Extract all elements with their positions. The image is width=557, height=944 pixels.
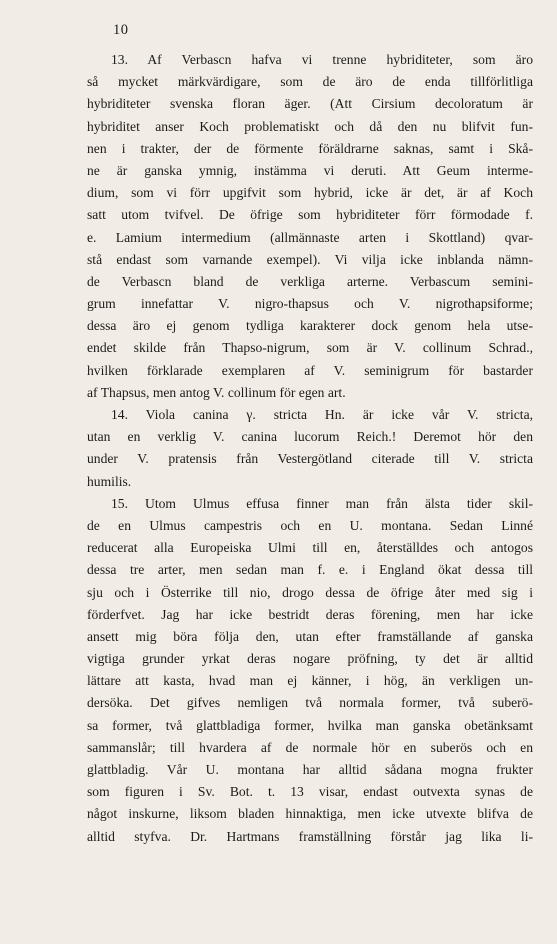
- text-line: dessa äro ej genom tydliga karakterer dock genom hela utse-: [87, 318, 533, 334]
- text-line: utan en verklig V. canina lucorum Reich.! Deremot hör den: [87, 429, 533, 445]
- text-line: som figuren i Sv. Bot. t. 13 visar, endast outvexta synas de: [87, 784, 533, 800]
- text-line: af Thapsus, men antog V. collinum för egen art.: [87, 384, 346, 400]
- text-line: så mycket märkvärdigare, som de äro de enda tillförlitliga: [87, 74, 533, 90]
- text-line: hvilken förklarade exemplaren af V. seminigrum för bastarder: [87, 362, 533, 378]
- text-line: de en Ulmus campestris och en U. montana. Sedan Linné: [87, 517, 533, 533]
- text-line: något inskurne, liksom bladen hinnaktiga, men icke utvexte blifva de: [87, 806, 533, 822]
- text-line: 14. Viola canina γ. stricta Hn. är icke vår V. stricta,: [111, 407, 533, 422]
- page-number: 10: [113, 22, 129, 38]
- text-line: ne är ganska ymnig, instämma vi deruti. Att Geum interme-: [87, 162, 533, 178]
- text-line: sa former, två glattbladiga former, hvilka man ganska obetänksamt: [87, 717, 533, 733]
- text-line: ansett mig böra följa den, utan efter framställande af ganska: [87, 628, 533, 644]
- text-line: grum innefattar V. nigro-thapsus och V. nigrothapsiforme;: [87, 296, 533, 312]
- text-line: dessa tre arter, men sedan man f. e. i England ökat dessa till: [87, 562, 533, 578]
- text-line: under V. pratensis från Vestergötland citerade till V. stricta: [87, 451, 533, 467]
- text-line: 13. Af Verbascn hafva vi trenne hybriditeter, som äro: [111, 52, 533, 67]
- text-line: förderfvet. Jag har icke bestridt deras förening, men har icke: [87, 606, 533, 622]
- text-line: nen i trakter, der de förmente föräldrarne saknas, samt i Skå-: [87, 140, 533, 156]
- text-line: dium, som vi förr upgifvit som hybrid, icke är det, är af Koch: [87, 185, 533, 201]
- body-text: [87, 49, 533, 848]
- text-line: glattbladig. Vår U. montana har alltid sådana mogna frukter: [87, 762, 533, 777]
- text-line: de Verbascn bland de verkliga arterne. Verbascum semini-: [87, 273, 533, 289]
- text-line: sju och i Österrike till nio, drogo dessa de öfrige åter med sig i: [87, 584, 533, 600]
- text-line: alltid styfva. Dr. Hartmans framställning förstår jag lika li-: [87, 828, 533, 844]
- text-line: hybriditet anser Koch problematiskt och då den nu blifvit fun-: [87, 118, 533, 134]
- text-line: vigtiga grunder yrkat deras nogare pröfning, ty det är alltid: [87, 651, 533, 667]
- text-line: dersöka. Det gifves nemligen två normala former, två suberö-: [87, 695, 533, 711]
- text-line: humilis.: [87, 473, 132, 489]
- text-line: satt utom tvifvel. De öfrige som hybriditeter förr förmodade f.: [87, 207, 533, 223]
- text-line: 15. Utom Ulmus effusa finner man från älsta tider skil-: [111, 495, 533, 511]
- text-line: reducerat alla Europeiska Ulmi till en, återställdes och antogos: [87, 540, 533, 556]
- text-line: sammanslår; till hvardera af de normale hör en suberös och en: [87, 739, 533, 755]
- text-line: hybriditeter svenska floran äger. (Att Cirsium decoloratum är: [87, 96, 533, 112]
- text-line: endet skilde från Thapso-nigrum, som är V. collinum Schrad.,: [87, 340, 533, 356]
- text-line: lättare att kasta, hvad man ej känner, i hög, än verkligen un-: [87, 673, 533, 689]
- text-line: stå endast som varnande exempel). Vi vilja icke inblanda nämn-: [87, 251, 533, 267]
- text-line: e. Lamium intermedium (allmännaste arten i Skottland) qvar-: [87, 229, 533, 245]
